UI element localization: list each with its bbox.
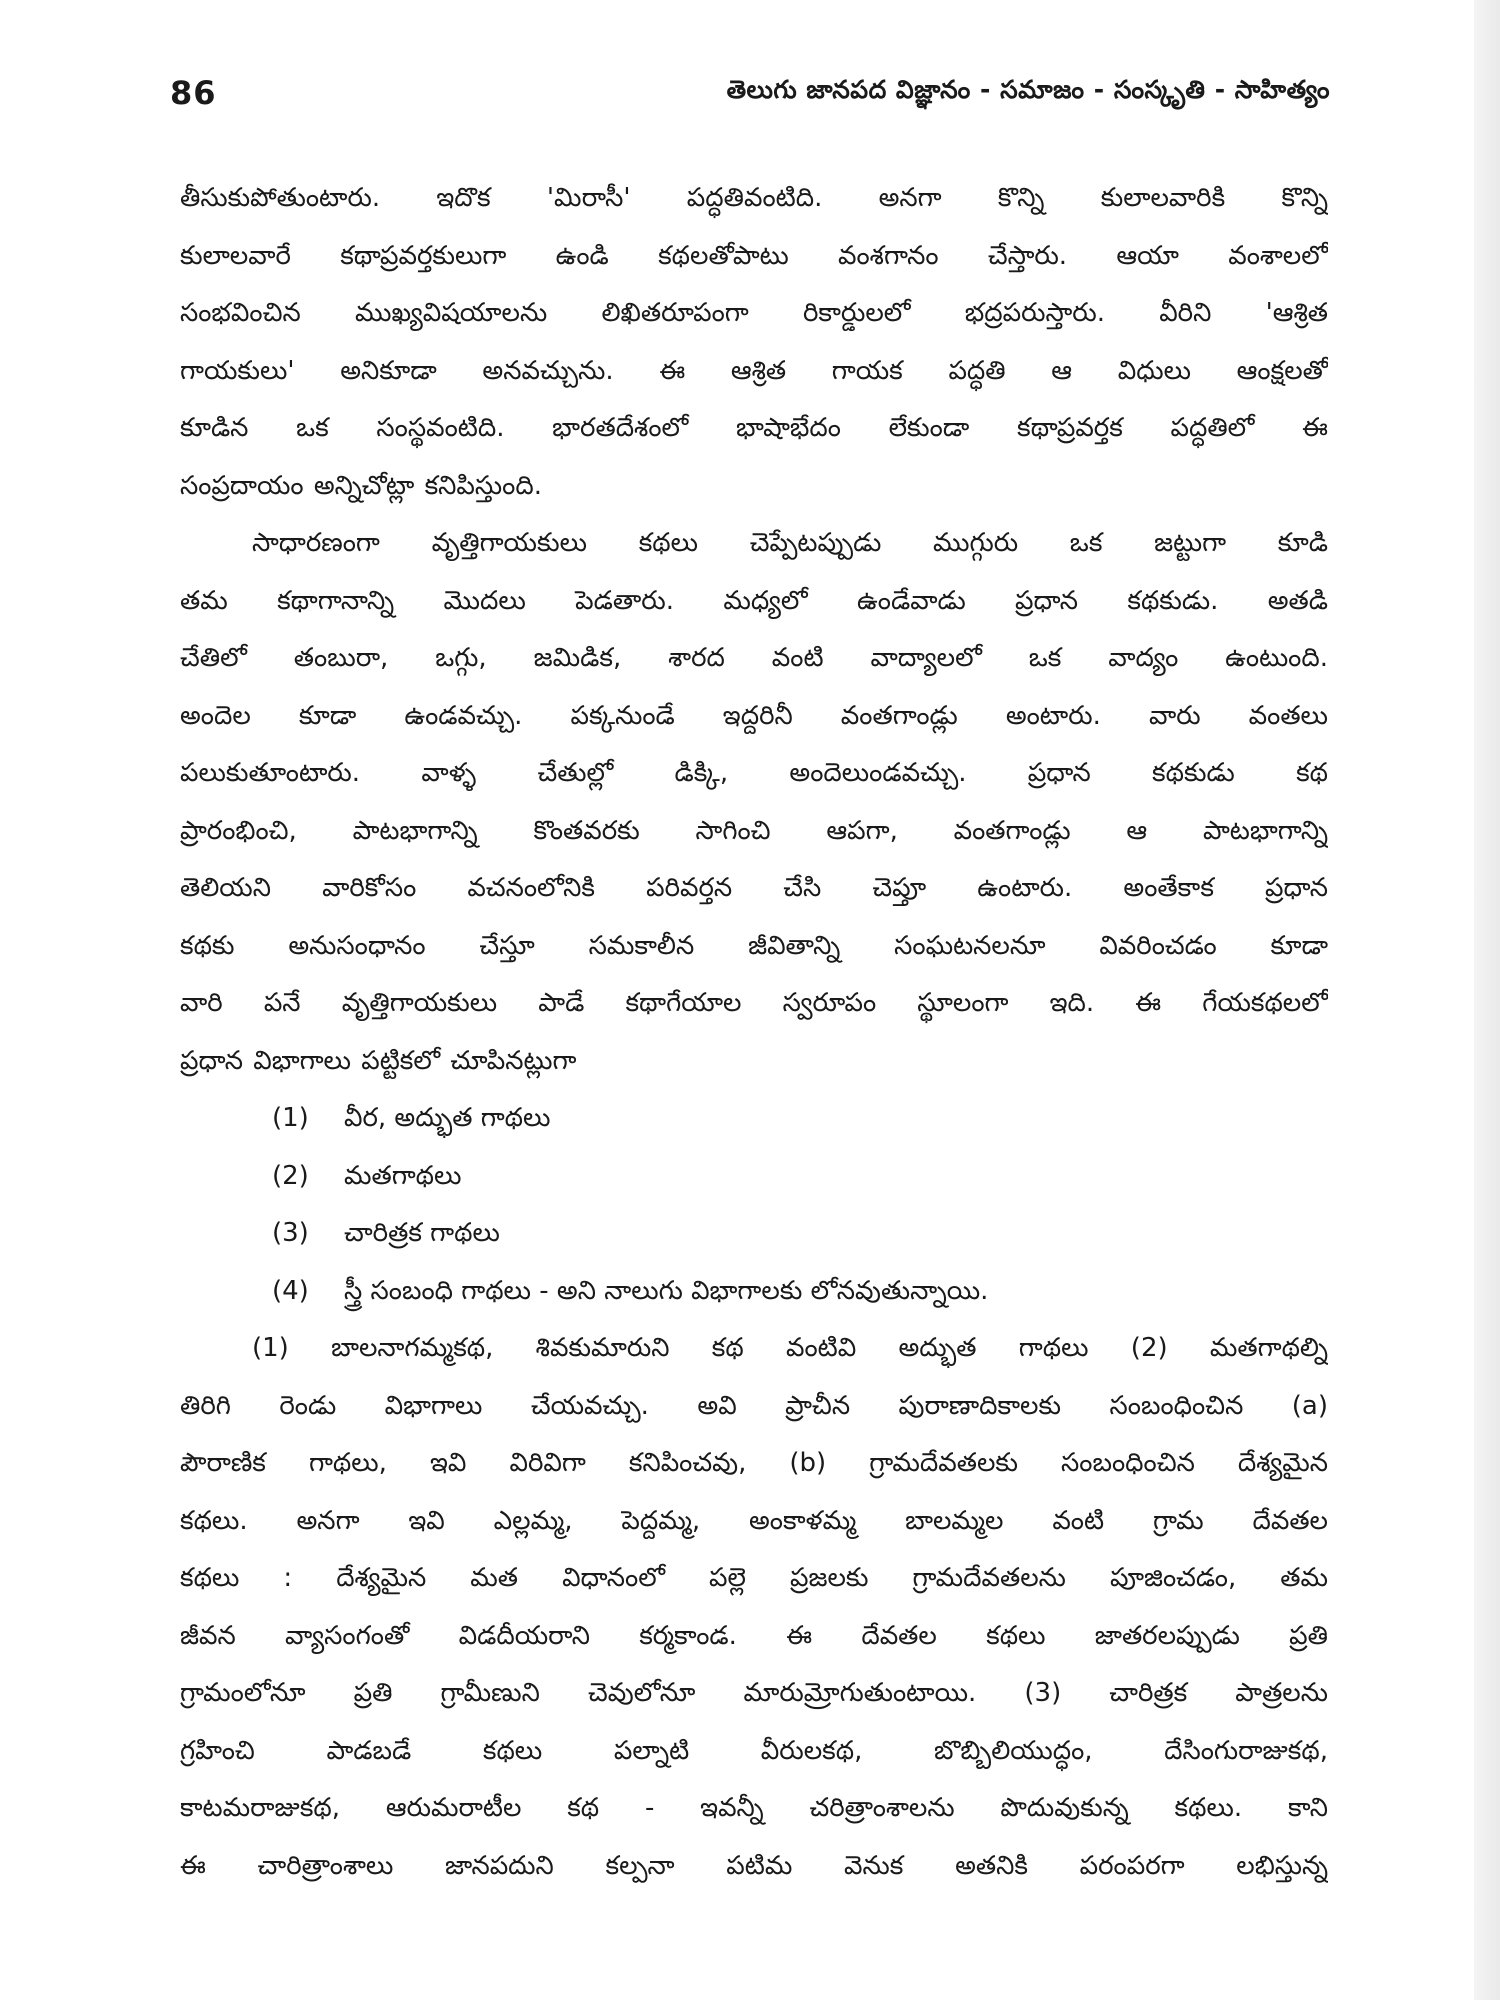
- paragraph-3: [180, 1320, 1328, 1895]
- text-line: గ్రామంలోనూ ప్రతి గ్రామీణుని చెవులోనూ మారుమ్రోగుతుంటాయి. (3) చారిత్రక పాత్రలను: [180, 1678, 1328, 1708]
- text-line: కథకు అనుసంధానం చేస్తూ సమకాలీన జీవితాన్ని సంఘటనలనూ వివరించడం కూడా: [180, 930, 1328, 961]
- text-line: ప్రారంభించి, పాటభాగాన్ని కొంతవరకు సాగించి ఆపగా, వంతగాండ్లు ఆ పాటభాగాన్ని: [180, 815, 1328, 846]
- list-number: (3): [272, 1218, 309, 1248]
- page-number: 86: [170, 74, 217, 112]
- text-line: సంభవించిన ముఖ్యవిషయాలను లిఖితరూపంగా రికార్డులలో భద్రపరుస్తారు. వీరిని 'ఆశ్రిత: [180, 298, 1328, 328]
- list-number: (2): [272, 1160, 309, 1191]
- category-list: [180, 1090, 1328, 1320]
- text-line: తెలియని వారికోసం వచనంలోనికి పరివర్తన చేసి చెప్తూ ఉంటారు. అంతేకాక ప్రధాన: [180, 873, 1328, 903]
- list-text: వీర, అద్భుత గాథలు: [344, 1103, 551, 1133]
- list-item: [180, 1263, 1328, 1321]
- list-item: [180, 1205, 1328, 1263]
- list-number: (4): [272, 1275, 309, 1306]
- text-line: కథలు. అనగా ఇవి ఎల్లమ్మ, పెద్దమ్మ, అంకాళమ్మ బాలమ్మల వంటి గ్రామ దేవతల: [180, 1505, 1328, 1536]
- text-line: కాటమరాజుకథ, ఆరుమరాటీల కథ - ఇవన్నీ చరిత్రాంశాలను పొదువుకున్న కథలు. కాని: [180, 1793, 1328, 1823]
- text-line: (1) బాలనాగమ్మకథ, శివకుమారుని కథ వంటివి అద్భుత గాథలు (2) మతగాథల్ని: [252, 1333, 1328, 1363]
- list-number: (1): [272, 1103, 309, 1133]
- text-line: గ్రహించి పాడబడే కథలు పల్నాటి వీరులకథ, బొబ్బిలియుద్ధం, దేసింగురాజుకథ,: [180, 1735, 1328, 1766]
- paragraph-2: [180, 515, 1328, 1090]
- page-edge: [1474, 0, 1500, 2000]
- text-line: గాయకులు' అనికూడా అనవచ్చును. ఈ ఆశ్రిత గాయక పద్ధతి ఆ విధులు ఆంక్షలతో: [180, 355, 1328, 386]
- text-line: ప్రధాన విభాగాలు పట్టికలో చూపినట్లుగా: [180, 1045, 577, 1076]
- text-line: జీవన వ్యాసంగంతో విడదీయరాని కర్మకాండ. ఈ దేవతల కథలు జాతరలప్పుడు ప్రతి: [180, 1620, 1328, 1651]
- paragraph-1: [180, 170, 1328, 515]
- text-line: కులాలవారే కథాప్రవర్తకులుగా ఉండి కథలతోపాటు వంశగానం చేస్తారు. ఆయా వంశాలలో: [180, 240, 1328, 271]
- text-line: తమ కథాగానాన్ని మొదలు పెడతారు. మధ్యలో ఉండేవాడు ప్రధాన కథకుడు. అతడి: [180, 585, 1328, 616]
- text-line: తీసుకుపోతుంటారు. ఇదొక 'మిరాసీ' పద్ధతివంటిది. అనగా కొన్ని కులాలవారికి కొన్ని: [180, 183, 1328, 213]
- text-line: పలుకుతూంటారు. వాళ్ళ చేతుల్లో డిక్కి, అందెలుండవచ్చు. ప్రధాన కథకుడు కథ: [180, 758, 1328, 788]
- text-line: అందెల కూడా ఉండవచ్చు. పక్కనుండే ఇద్దరినీ వంతగాండ్లు అంటారు. వారు వంతలు: [180, 700, 1328, 731]
- text-line: తిరిగి రెండు విభాగాలు చేయవచ్చు. అవి ప్రాచీన పురాణాదికాలకు సంబంధించిన (a): [180, 1390, 1328, 1421]
- list-item: [180, 1148, 1328, 1206]
- body-text: [180, 170, 1328, 1895]
- running-title: తెలుగు జానపద విజ్ఞానం - సమాజం - సంస్కృతి - సాహిత్యం: [726, 75, 1330, 104]
- page-header: [170, 72, 1330, 114]
- list-text: చారిత్రక గాథలు: [344, 1218, 500, 1248]
- text-line: కథలు : దేశ్యమైన మత విధానంలో పల్లె ప్రజలకు గ్రామదేవతలను పూజించడం, తమ: [180, 1563, 1328, 1593]
- text-line: వారి పనే వృత్తిగాయకులు పాడే కథాగేయాల స్వరూపం స్థూలంగా ఇది. ఈ గేయకథలలో: [180, 988, 1328, 1018]
- list-text: స్త్రీ సంబంధి గాథలు - అని నాలుగు విభాగాలకు లోనవుతున్నాయి.: [344, 1275, 989, 1306]
- text-line: సంప్రదాయం అన్నిచోట్లా కనిపిస్తుంది.: [180, 470, 542, 501]
- text-line: చేతిలో తంబురా, ఒగ్గు, జమిడిక, శారద వంటి వాద్యాలలో ఒక వాద్యం ఉంటుంది.: [180, 643, 1328, 673]
- text-line: ఈ చారిత్రాంశాలు జానపదుని కల్పనా పటిమ వెనుక అతనికి పరంపరగా లభిస్తున్న: [180, 1850, 1328, 1881]
- list-text: మతగాథలు: [344, 1160, 462, 1191]
- text-line: పౌరాణిక గాథలు, ఇవి విరివిగా కనిపించవు, (b) గ్రామదేవతలకు సంబంధించిన దేశ్యమైన: [180, 1448, 1328, 1478]
- text-line: కూడిన ఒక సంస్థవంటిది. భారతదేశంలో భాషాభేదం లేకుండా కథాప్రవర్తక పద్ధతిలో ఈ: [180, 413, 1328, 443]
- text-line: సాధారణంగా వృత్తిగాయకులు కథలు చెప్పేటప్పుడు ముగ్గురు ఒక జట్టుగా కూడి: [252, 528, 1328, 558]
- list-item: [180, 1090, 1328, 1148]
